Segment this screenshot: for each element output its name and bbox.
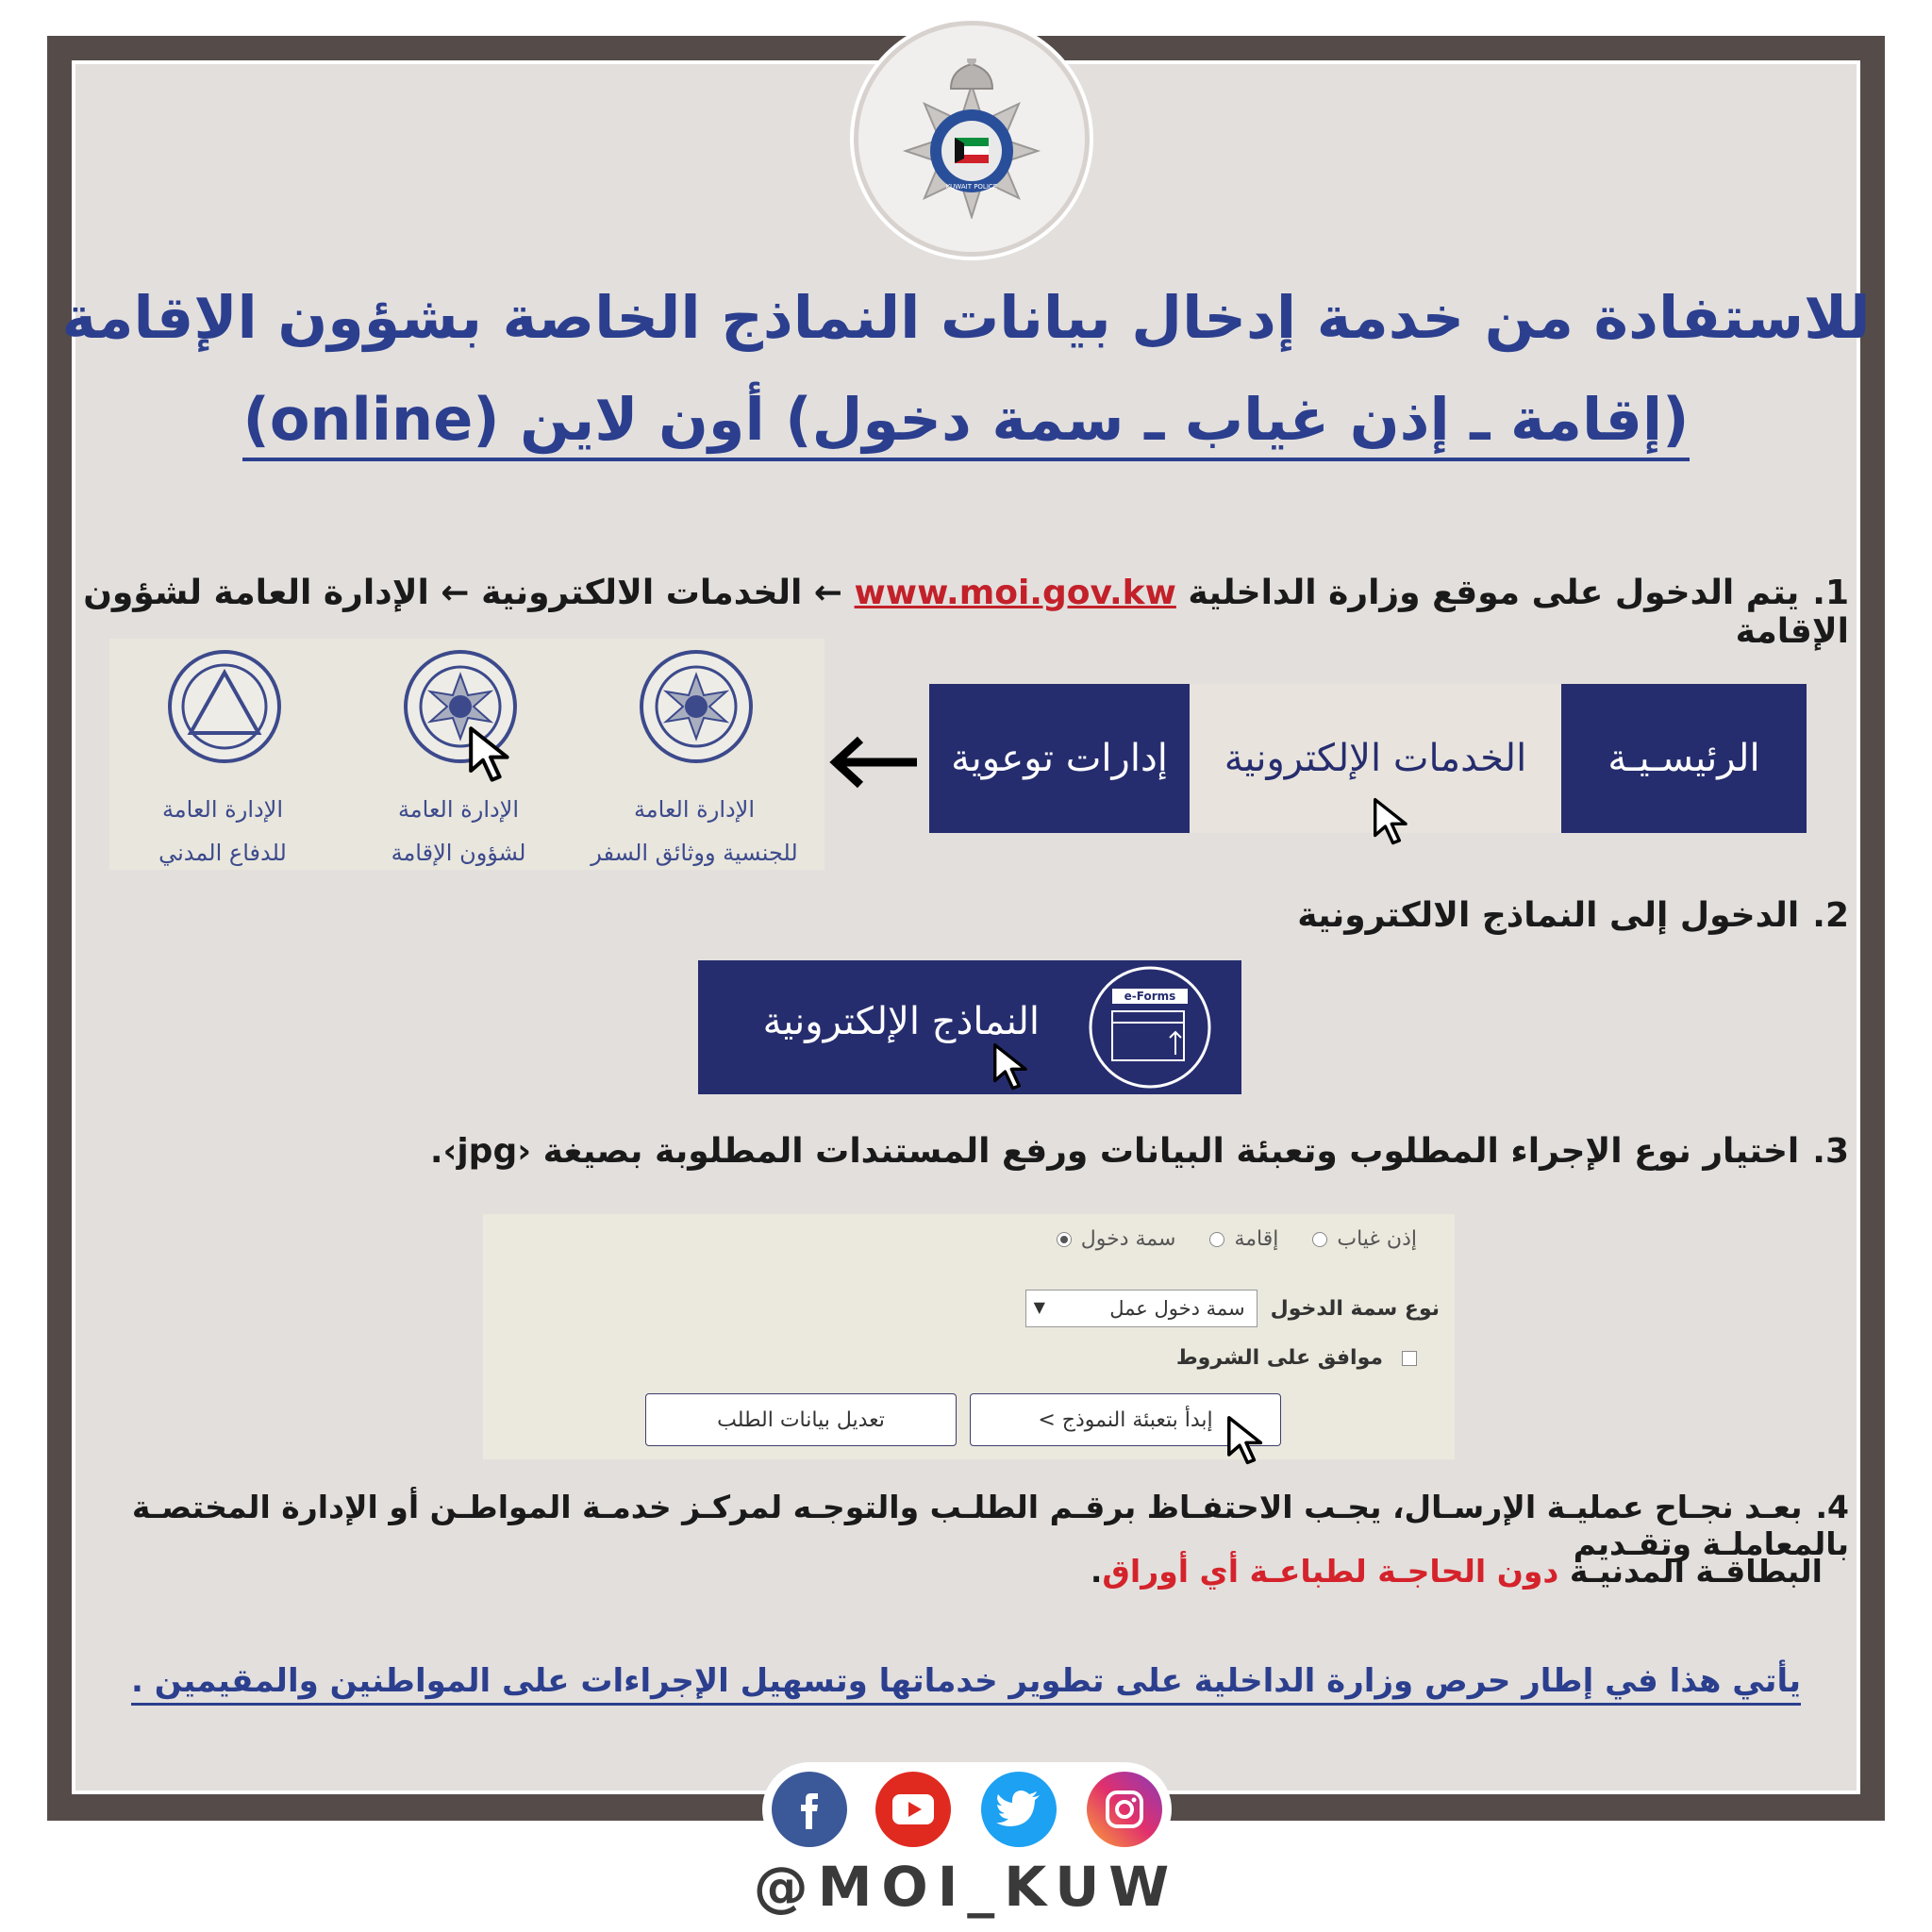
radio-dot[interactable] (1312, 1232, 1327, 1247)
page-subtitle: (إقامة ـ إذن غياب ـ سمة دخول) أون لاين (online) (0, 385, 1932, 454)
dept-civil-defense[interactable]: الإدارة العامة للدفاع المدني (109, 639, 336, 870)
nav-awareness[interactable]: إدارات توعوية (929, 684, 1190, 833)
terms-row (1176, 1346, 1417, 1370)
civil-defense-seal-icon (166, 648, 283, 765)
cursor-icon (468, 725, 528, 786)
step-1: 1.يتم الدخول على موقع وزارة الداخلية www.moi.gov.kw ← الخدمات الالكترونية ← الإدارة العامة لشؤون الإقامة (83, 574, 1849, 651)
terms-label: موافق على الشروط (1175, 1346, 1383, 1370)
radio-absence-permit[interactable]: إذن غياب (1312, 1227, 1417, 1251)
step-3: 3.اختيار نوع الإجراء المطلوب وتعبئة البيانات ورفع المستندات المطلوبة بصيغة ‹jpg›. (429, 1132, 1849, 1171)
instagram-icon[interactable] (1087, 1772, 1162, 1847)
social-handle: @MOI_KUW (753, 1855, 1179, 1919)
youtube-icon[interactable] (875, 1772, 951, 1847)
visa-type-label: نوع سمة الدخول (1270, 1296, 1440, 1321)
twitter-icon[interactable] (981, 1772, 1057, 1847)
nav-home[interactable]: الرئيسـيـة (1561, 684, 1807, 833)
svg-text:e-Forms: e-Forms (1124, 990, 1176, 1003)
cursor-icon (1226, 1414, 1279, 1469)
application-form (483, 1214, 1455, 1459)
nationality-seal-icon (638, 648, 755, 765)
dept-nationality[interactable]: الإدارة العامة للجنسية ووثائق السفر (581, 639, 808, 870)
cursor-icon (992, 1041, 1043, 1094)
procedure-type-radios (1057, 1227, 1417, 1251)
step-4-continued: البطاقـة المدنيـة دون الحاجـة لطباعـة أي أوراق. (1090, 1553, 1823, 1590)
step-2: 2.الدخول إلى النماذج الالكترونية (1297, 896, 1849, 935)
eforms-label: النماذج الإلكترونية (762, 1000, 1040, 1043)
radio-dot[interactable] (1057, 1232, 1072, 1247)
cursor-icon (1373, 795, 1424, 850)
svg-text:KUWAIT POLICE: KUWAIT POLICE (945, 183, 998, 191)
nav-eservices[interactable]: الخدمات الإلكترونية (1190, 684, 1561, 833)
police-star-emblem (901, 58, 1042, 219)
facebook-icon[interactable] (772, 1772, 847, 1847)
start-form-button[interactable]: إبدأ بتعبئة النموذج > (970, 1393, 1281, 1446)
visa-type-row (1025, 1290, 1440, 1327)
departments-panel (109, 639, 824, 870)
page-title: للاستفادة من خدمة إدخال بيانات النماذج الخاصة بشؤون الإقامة (61, 283, 1871, 352)
visa-type-select[interactable]: سمة دخول عمل ▼ (1025, 1290, 1257, 1327)
step-4: 4.بعـد نجـاح عمليـة الإرسـال، يجـب الاحتفـاظ برقـم الطلـب والتوجـه لمركـز خدمـة المواطـن أو الإدارة المختصـة بالمعاملـة وتقـديم (131, 1489, 1849, 1562)
radio-residency[interactable]: إقامة (1209, 1227, 1278, 1251)
eforms-icon (1081, 964, 1219, 1091)
dept-residency[interactable]: الإدارة العامة لشؤون الإقامة (345, 639, 572, 870)
footer-note: يأتي هذا في إطار حرص وزارة الداخلية على تطوير خدماتها وتسهيل الإجراءات على المواطنين والمقيمين . (0, 1662, 1932, 1700)
dropdown-caret-icon: ▼ (1033, 1298, 1045, 1316)
eforms-button[interactable] (698, 960, 1241, 1094)
radio-entry-visa[interactable]: سمة دخول (1057, 1227, 1176, 1251)
radio-dot[interactable] (1209, 1232, 1224, 1247)
kuwait-police-logo (854, 21, 1090, 257)
moi-website-link[interactable]: www.moi.gov.kw (854, 574, 1176, 612)
arrow-left-icon (828, 736, 919, 789)
social-icons-bar (762, 1762, 1172, 1857)
moi-navbar (929, 684, 1807, 833)
terms-checkbox[interactable] (1402, 1351, 1417, 1366)
edit-application-button[interactable]: تعديل بيانات الطلب (645, 1393, 957, 1446)
